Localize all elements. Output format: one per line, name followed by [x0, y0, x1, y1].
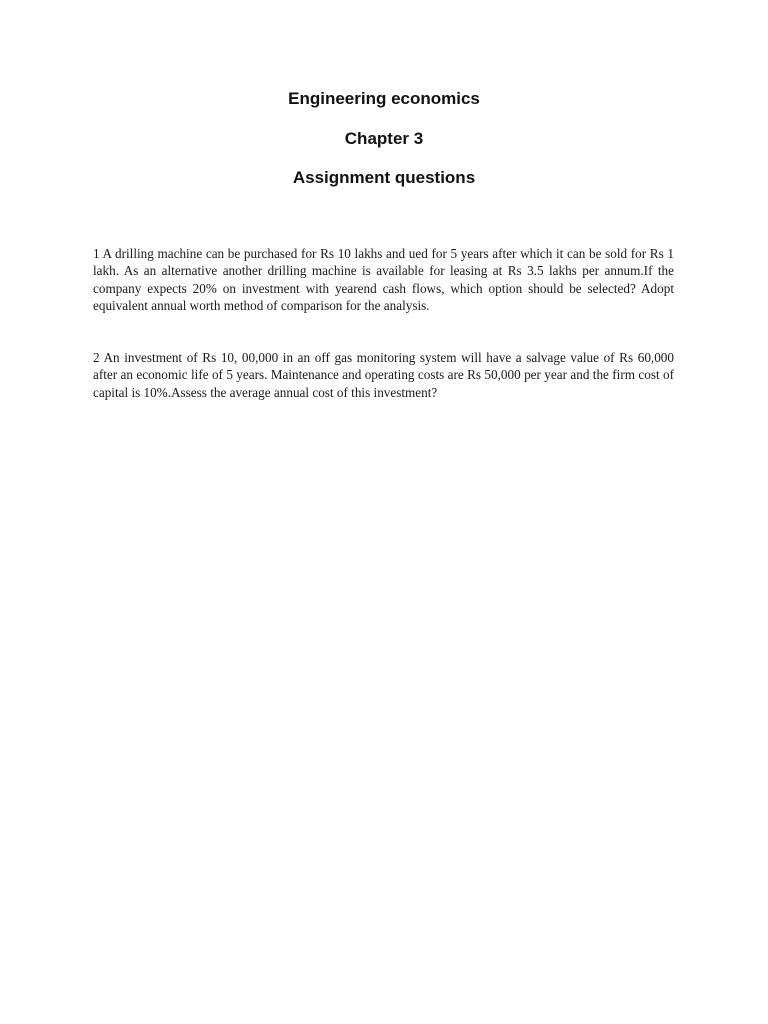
chapter-heading: Chapter 3 — [344, 129, 424, 148]
section-subtitle: Assignment questions — [292, 168, 476, 187]
question-1: 1 A drilling machine can be purchased for Rs 10 lakhs and ued for 5 years after which it can be sold for Rs 1 lakh. As an alternative another drilling machine is available for leasing at Rs 3.5 lakhs per annum.If the company expects 20% on investment with yearend cash flows, which option should be selected? Adopt equivalent annual worth method of comparison for the analysis. — [93, 246, 674, 313]
question-2: 2 An investment of Rs 10, 00,000 in an off gas monitoring system will have a salvage value of Rs 60,000 after an economic life of 5 years. Maintenance and operating costs are Rs 50,000 per year and the firm cost of capital is 10%.Assess the average annual cost of this investment? — [93, 350, 674, 400]
document-title: Engineering economics — [288, 89, 480, 108]
